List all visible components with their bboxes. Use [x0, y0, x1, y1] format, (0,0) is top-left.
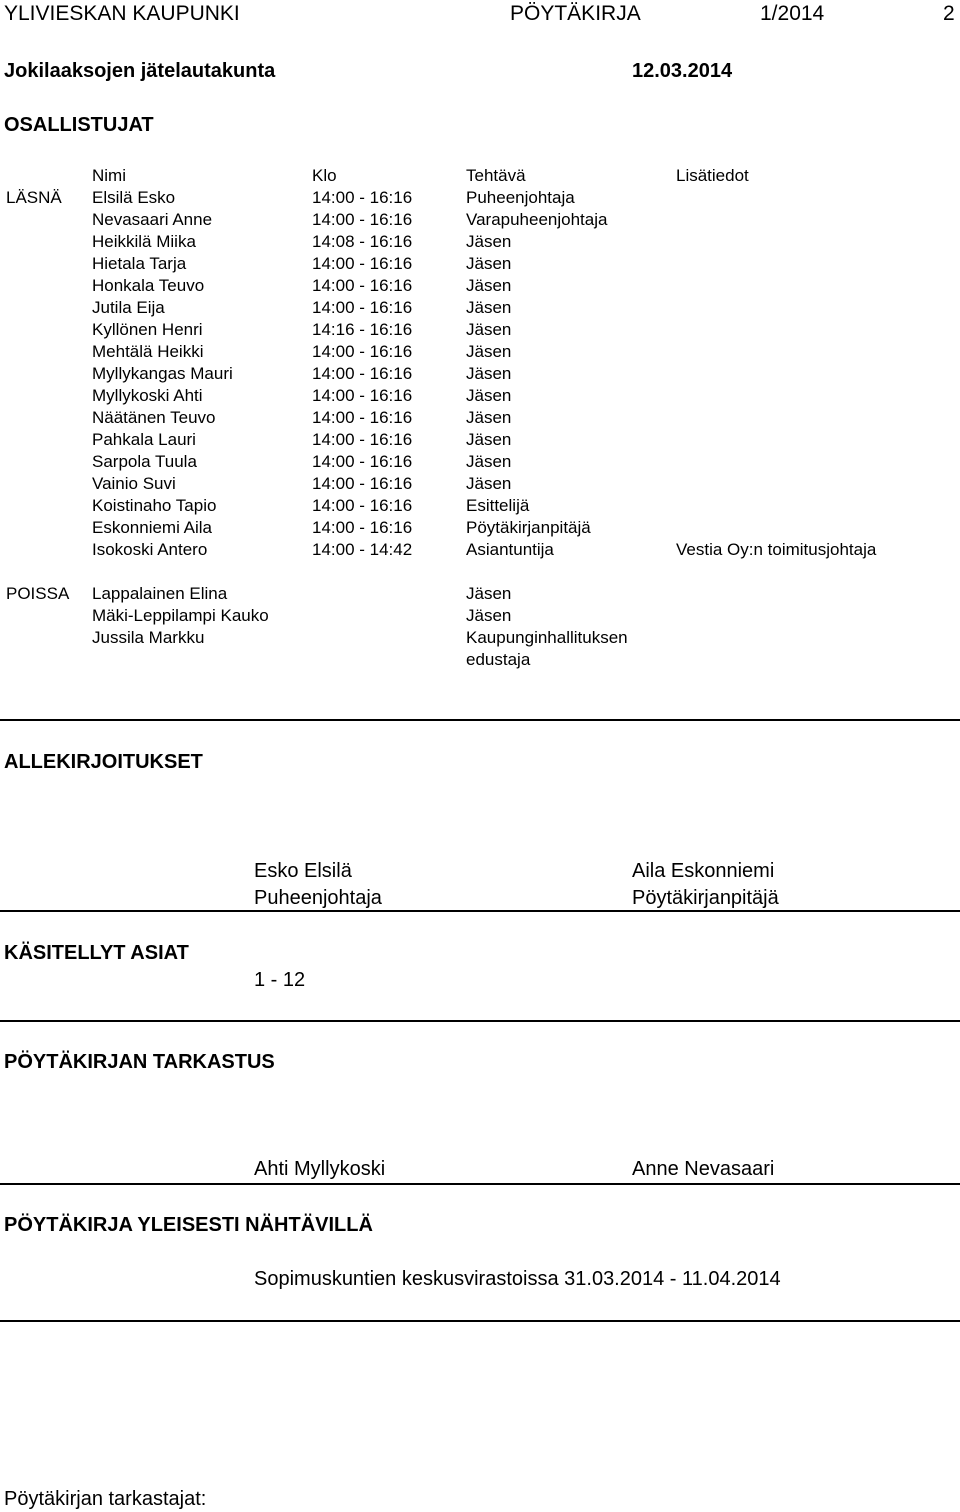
column-header-info: Lisätiedot [676, 166, 749, 185]
participant-role: Asiantuntija [466, 540, 554, 559]
participant-time: 14:00 - 16:16 [312, 364, 413, 383]
participant-name: Heikkilä Miika [92, 232, 196, 251]
table-row [0, 342, 960, 364]
participant-name: Isokoski Antero [92, 540, 208, 559]
table-row [0, 628, 960, 650]
table-row [0, 518, 960, 540]
participant-role: Jäsen [466, 254, 512, 273]
participant-role: Jäsen [466, 342, 512, 361]
table-row [0, 232, 960, 254]
table-row [0, 606, 960, 628]
absent-role: Jäsen [466, 606, 512, 625]
page-number: 2 [943, 2, 955, 25]
participant-role: Jäsen [466, 452, 512, 471]
table-row [0, 496, 960, 518]
participant-role: Jäsen [466, 474, 512, 493]
participant-time: 14:00 - 16:16 [312, 518, 413, 537]
participant-name: Vainio Suvi [92, 474, 176, 493]
meeting-date: 12.03.2014 [632, 60, 733, 82]
participant-time: 14:00 - 16:16 [312, 210, 413, 229]
doc-number: 1/2014 [760, 2, 825, 25]
participant-time: 14:00 - 16:16 [312, 276, 413, 295]
table-row [0, 386, 960, 408]
table-row [0, 584, 960, 606]
reviewers-label: Pöytäkirjan tarkastajat: [4, 1488, 207, 1510]
absent-role-continued: edustaja [466, 650, 531, 669]
section-title-public: PÖYTÄKIRJA YLEISESTI NÄHTÄVILLÄ [4, 1214, 373, 1236]
reviewer-right-name: Anne Nevasaari [632, 1158, 775, 1180]
divider [0, 1183, 960, 1185]
divider [0, 719, 960, 721]
absent-name: Lappalainen Elina [92, 584, 228, 603]
participant-time: 14:00 - 16:16 [312, 496, 413, 515]
participant-name: Sarpola Tuula [92, 452, 197, 471]
participant-time: 14:00 - 16:16 [312, 254, 413, 273]
section-title-participants: OSALLISTUJAT [4, 114, 154, 136]
divider [0, 910, 960, 912]
section-title-signatures: ALLEKIRJOITUKSET [4, 751, 203, 773]
participant-name: Myllykangas Mauri [92, 364, 233, 383]
participant-time: 14:00 - 16:16 [312, 474, 413, 493]
participants-header-row [0, 166, 960, 188]
participant-time: 14:00 - 16:16 [312, 298, 413, 317]
participant-time: 14:00 - 16:16 [312, 386, 413, 405]
table-row [0, 188, 960, 210]
column-header-name: Nimi [92, 166, 126, 185]
participant-name: Näätänen Teuvo [92, 408, 216, 427]
absent-role: Kaupunginhallituksen [466, 628, 628, 647]
participant-role: Jäsen [466, 386, 512, 405]
participant-time: 14:00 - 16:16 [312, 408, 413, 427]
divider [0, 1020, 960, 1022]
participant-name: Hietala Tarja [92, 254, 187, 273]
section-title-review: PÖYTÄKIRJAN TARKASTUS [4, 1051, 275, 1073]
table-row [0, 298, 960, 320]
participant-name: Kyllönen Henri [92, 320, 203, 339]
column-header-role: Tehtävä [466, 166, 526, 185]
participant-role: Jäsen [466, 430, 512, 449]
participant-role: Varapuheenjohtaja [466, 210, 608, 229]
board-name: Jokilaaksojen jätelautakunta [4, 60, 276, 82]
participant-name: Pahkala Lauri [92, 430, 196, 449]
participant-name: Koistinaho Tapio [92, 496, 217, 515]
org-name: YLIVIESKAN KAUPUNKI [4, 2, 240, 25]
participant-name: Honkala Teuvo [92, 276, 205, 295]
present-label: LÄSNÄ [6, 188, 62, 207]
participant-time: 14:00 - 14:42 [312, 540, 413, 559]
participant-role: Jäsen [466, 276, 512, 295]
participant-name: Myllykoski Ahti [92, 386, 203, 405]
participant-time: 14:08 - 16:16 [312, 232, 413, 251]
participant-role: Esittelijä [466, 496, 530, 515]
participant-name: Jutila Eija [92, 298, 165, 317]
participant-role: Jäsen [466, 408, 512, 427]
signer-right-role: Pöytäkirjanpitäjä [632, 887, 779, 909]
table-row [0, 254, 960, 276]
participant-name: Mehtälä Heikki [92, 342, 204, 361]
divider [0, 1320, 960, 1322]
table-row [0, 408, 960, 430]
participant-role: Jäsen [466, 364, 512, 383]
column-header-time: Klo [312, 166, 337, 185]
participant-role: Puheenjohtaja [466, 188, 575, 207]
participant-time: 14:00 - 16:16 [312, 430, 413, 449]
section-title-items: KÄSITELLYT ASIAT [4, 942, 189, 964]
participant-name: Eskonniemi Aila [92, 518, 213, 537]
participant-role: Pöytäkirjanpitäjä [466, 518, 591, 537]
table-row [0, 364, 960, 386]
participant-name: Nevasaari Anne [92, 210, 213, 229]
table-row [0, 276, 960, 298]
participant-time: 14:00 - 16:16 [312, 188, 413, 207]
absent-name: Mäki-Leppilampi Kauko [92, 606, 269, 625]
participant-role: Jäsen [466, 232, 512, 251]
absent-name: Jussila Markku [92, 628, 205, 647]
items-range: 1 - 12 [254, 969, 306, 991]
participant-time: 14:00 - 16:16 [312, 342, 413, 361]
absent-role: Jäsen [466, 584, 512, 603]
table-row [0, 452, 960, 474]
doc-type: PÖYTÄKIRJA [510, 2, 641, 25]
table-row [0, 430, 960, 452]
reviewer-left-name: Ahti Myllykoski [254, 1158, 386, 1180]
table-row [0, 474, 960, 496]
table-row [0, 650, 960, 672]
participant-name: Elsilä Esko [92, 188, 176, 207]
table-row [0, 540, 960, 562]
signer-left-role: Puheenjohtaja [254, 887, 382, 909]
signer-right-name: Aila Eskonniemi [632, 860, 775, 882]
table-row [0, 320, 960, 342]
participant-time: 14:00 - 16:16 [312, 452, 413, 471]
participant-time: 14:16 - 16:16 [312, 320, 413, 339]
participant-role: Jäsen [466, 298, 512, 317]
participant-info: Vestia Oy:n toimitusjohtaja [676, 540, 877, 559]
public-display-text: Sopimuskuntien keskusvirastoissa 31.03.2014 - 11.04.2014 [254, 1268, 781, 1290]
table-row [0, 210, 960, 232]
participant-role: Jäsen [466, 320, 512, 339]
signer-left-name: Esko Elsilä [254, 860, 352, 882]
absent-label: POISSA [6, 584, 70, 603]
